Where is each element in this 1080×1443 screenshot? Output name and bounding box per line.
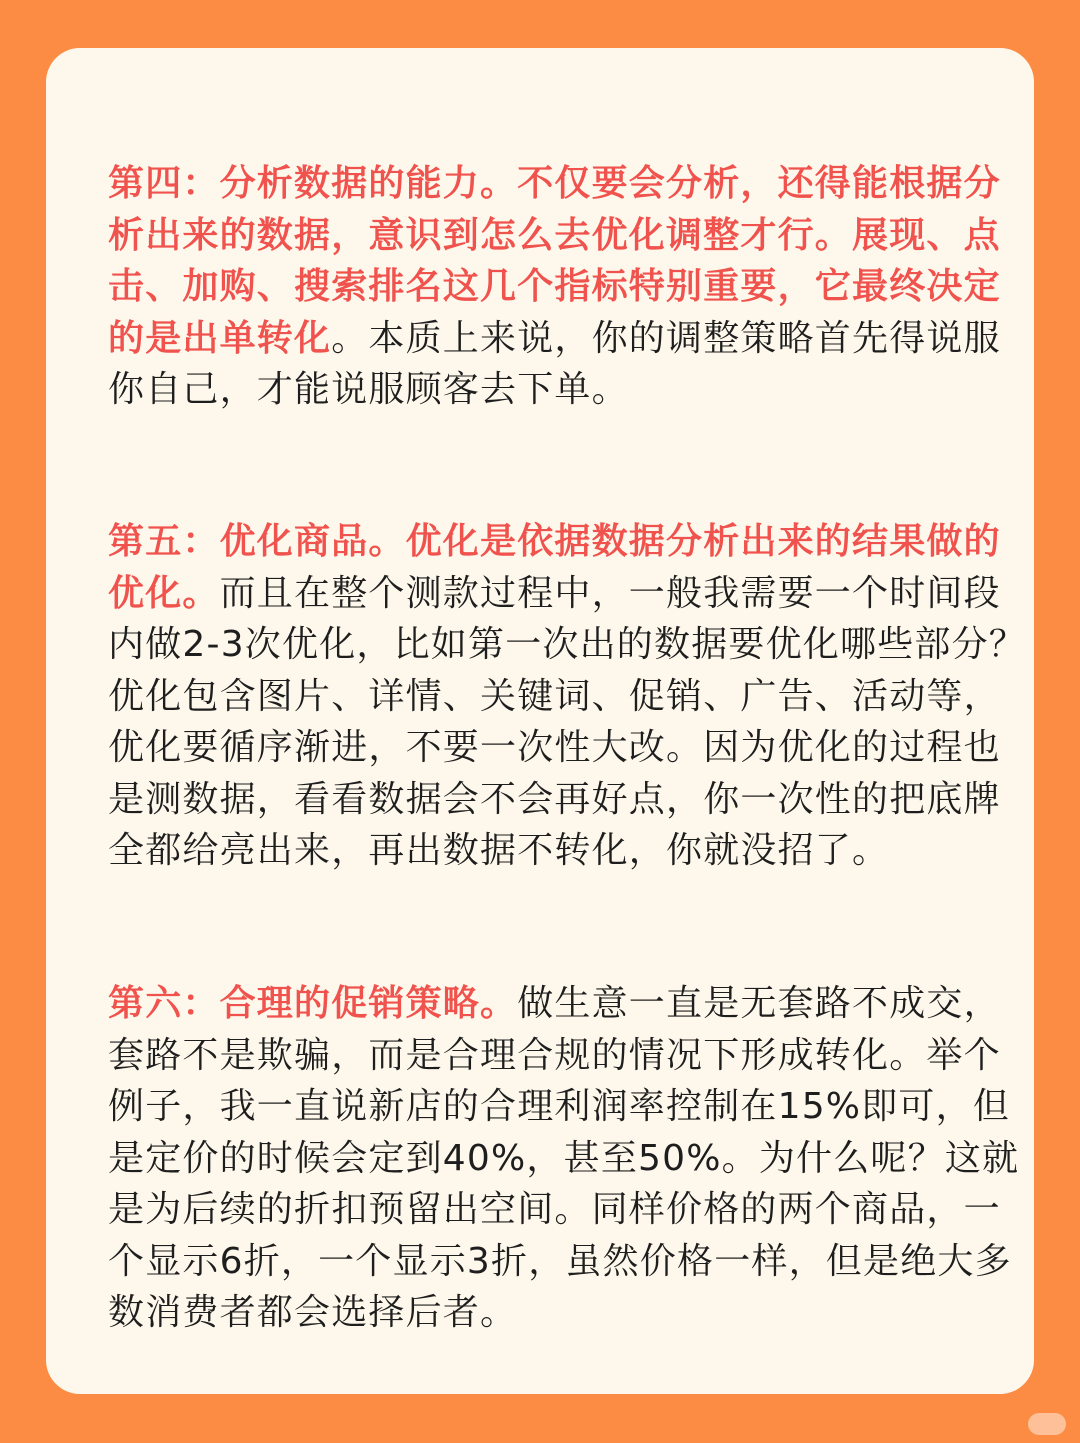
body-text: 做生意一直是无套路不成交，套路不是欺骗，而是合理合规的情况下形成转化。举个例子，我一直说新店的合理利润率控制在15%即可，但是定价的时候会定到40%，甚至50%。为什么呢？这就是为后续的折扣预留出空间。同样价格的两个商品，一个显示6折，一个显示3折，虽然价格一样，但是绝大多数消费者都会选择后者。 bbox=[108, 983, 1020, 1333]
highlight-text: 第六：合理的促销策略。 bbox=[108, 983, 518, 1024]
content-card bbox=[46, 48, 1034, 1394]
body-text: 而且在整个测款过程中，一般我需要一个时间段内做2-3次优化，比如第一次出的数据要优化哪些部分？优化包含图片、详情、关键词、促销、广告、活动等，优化要循序渐进，不要一次性大改。因为优化的过程也是测数据，看看数据会不会再好点，你一次性的把底牌全都给亮出来，再出数据不转化，你就没招了。 bbox=[108, 572, 1026, 871]
paragraph-promotion bbox=[108, 978, 1028, 1339]
watermark-logo bbox=[1028, 1413, 1066, 1435]
highlight-text: 第四：分析数据的能力。不仅要会分析，还得能根据分析出来的数据，意识到怎么去优化调整才行。展现、点击、加购、搜索排名这几个指标特别重要，它最终决定的是出单转化 bbox=[108, 163, 1001, 359]
highlight-text: 第五：优化商品。优化是依据数据分析出来的结果做的优化。 bbox=[108, 521, 1001, 614]
paragraph-optimize bbox=[108, 516, 1028, 877]
paragraph-analysis bbox=[108, 158, 1028, 416]
body-text: 。本质上来说，你的调整策略首先得说服你自己，才能说服顾客去下单。 bbox=[108, 317, 1001, 410]
